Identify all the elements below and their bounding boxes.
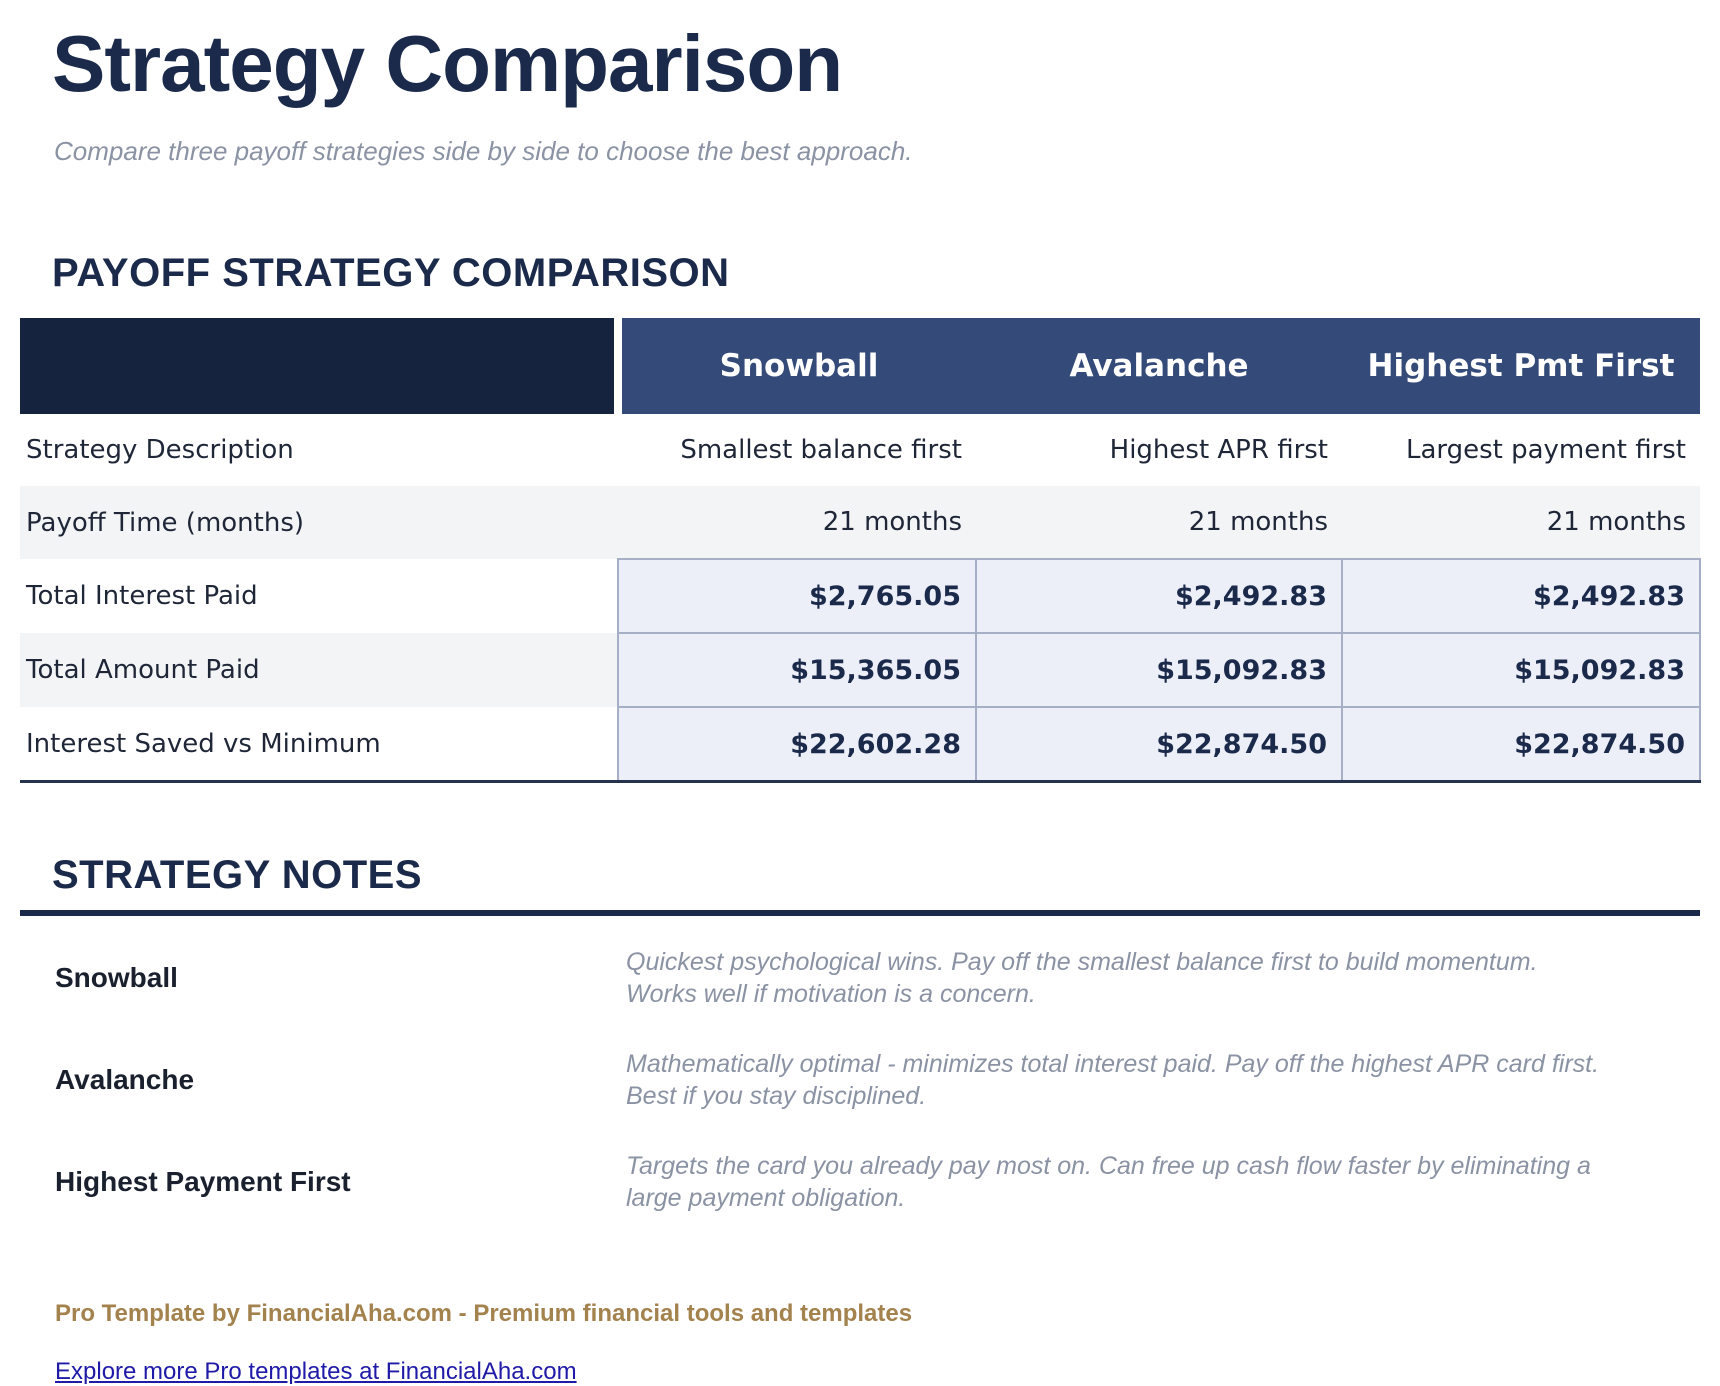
cell-value: Largest payment first — [1405, 435, 1686, 465]
page-title: Strategy Comparison — [52, 19, 843, 108]
cell-value: $22,602.28 — [618, 707, 976, 782]
cell-value: $2,492.83 — [1342, 559, 1700, 633]
header-empty-cell — [20, 318, 618, 414]
cell-value: 21 months — [976, 486, 1342, 559]
column-header-avalanche: Avalanche — [976, 318, 1342, 414]
strategy-notes-list — [0, 942, 1720, 1218]
cell-value: $22,874.50 — [976, 707, 1342, 782]
note-row-snowball — [0, 942, 1720, 1014]
note-label: Avalanche — [55, 1064, 195, 1095]
cell-value: Smallest balance first — [680, 435, 962, 465]
row-label: Total Interest Paid — [26, 581, 258, 611]
note-text: Mathematically optimal - minimizes total interest paid. Pay off the highest APR card first. Best if you stay disciplined. — [626, 1049, 1600, 1110]
note-label: Highest Payment First — [55, 1166, 351, 1197]
notes-section-heading: STRATEGY NOTES — [52, 853, 423, 897]
document-page — [0, 19, 1720, 1385]
row-label: Strategy Description — [26, 435, 294, 465]
row-label: Total Amount Paid — [20, 633, 618, 707]
table-row-total-interest-paid — [20, 559, 1700, 633]
cell-value: Highest APR first — [1109, 435, 1328, 465]
cell-value: $15,092.83 — [976, 633, 1342, 707]
explore-templates-link[interactable]: Explore more Pro templates at FinancialAha.com — [55, 1358, 577, 1385]
cell-value: $15,365.05 — [618, 633, 976, 707]
note-label: Snowball — [55, 962, 178, 993]
cell-value: 21 months — [1342, 486, 1700, 559]
column-header-snowball: Snowball — [618, 318, 976, 414]
column-header-highest-pmt-first: Highest Pmt First — [1342, 318, 1700, 414]
cell-value: 21 months — [618, 486, 976, 559]
note-row-avalanche — [0, 1044, 1720, 1116]
table-row-payoff-time — [20, 486, 1700, 559]
cell-value: $2,492.83 — [976, 559, 1342, 633]
note-text: Quickest psychological wins. Pay off the smallest balance first to build momentum. Works well if motivation is a concern. — [626, 947, 1538, 1008]
footer-branding: Pro Template by FinancialAha.com - Premium financial tools and templates — [55, 1300, 913, 1327]
note-text: Targets the card you already pay most on. Can free up cash flow faster by eliminating a large payment obligation. — [626, 1151, 1591, 1212]
row-label: Payoff Time (months) — [20, 486, 618, 559]
row-label: Interest Saved vs Minimum — [26, 728, 381, 759]
comparison-section-heading: PAYOFF STRATEGY COMPARISON — [52, 251, 730, 295]
page-subtitle: Compare three payoff strategies side by side to choose the best approach. — [54, 136, 913, 166]
table-row-total-amount-paid — [20, 633, 1700, 707]
table-header-row — [20, 318, 1700, 414]
table-row-interest-saved — [20, 707, 1700, 782]
cell-value: $15,092.83 — [1342, 633, 1700, 707]
note-row-highest-payment-first — [0, 1146, 1720, 1218]
table-row-strategy-description — [20, 414, 1700, 486]
cell-value: $22,874.50 — [1342, 707, 1700, 782]
cell-value: $2,765.05 — [618, 559, 976, 633]
notes-divider — [20, 910, 1700, 916]
payoff-comparison-table — [20, 318, 1701, 783]
